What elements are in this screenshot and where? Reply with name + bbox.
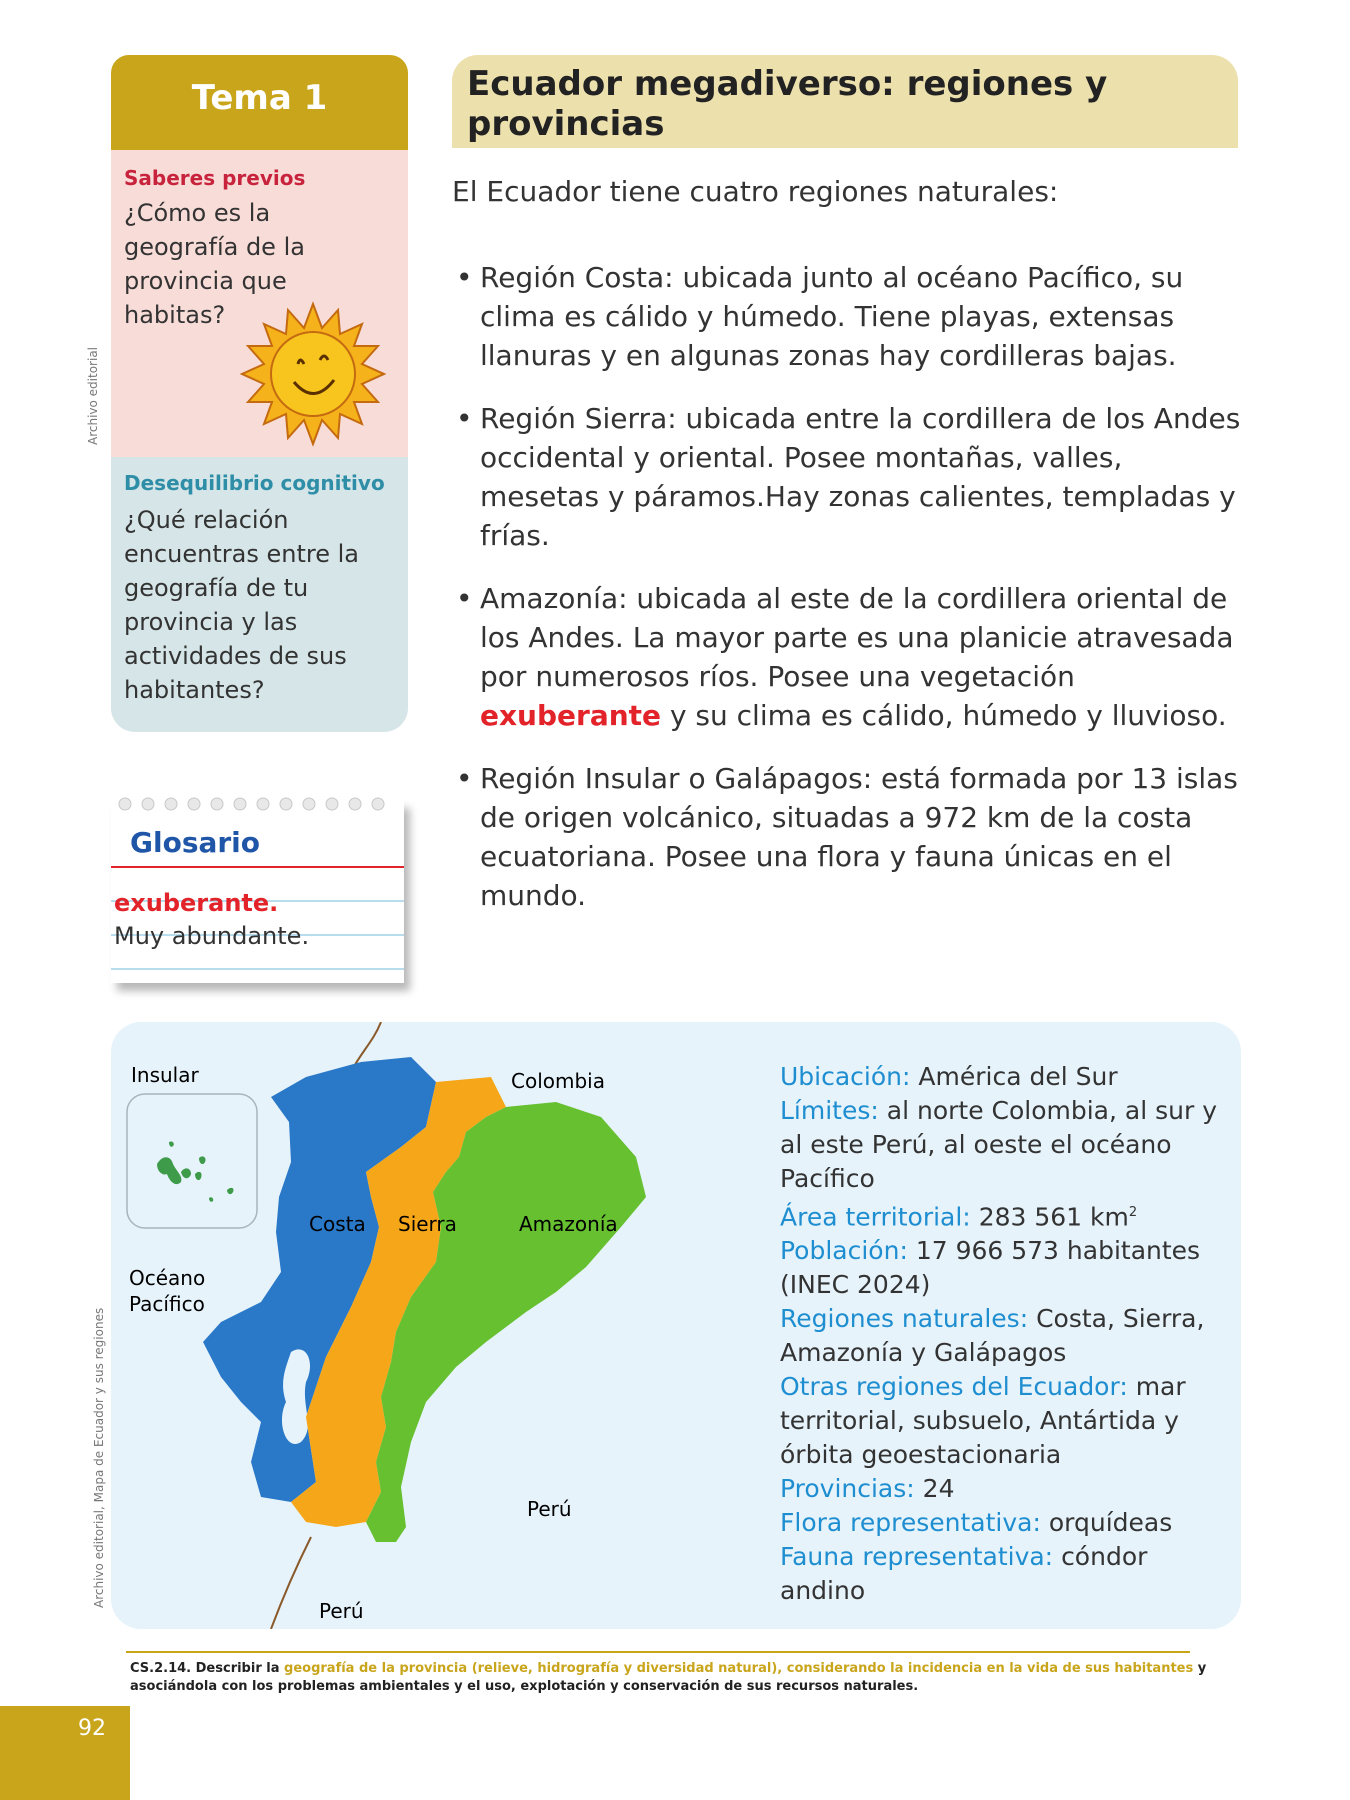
footnote-text: Describir la: [195, 1661, 280, 1676]
info-limites: [780, 1094, 1220, 1196]
list-item-insular: [452, 759, 1242, 915]
bullet-text: Región Insular o Galápagos: está formada por 13 islas de origen volcánico, situadas a 972 km de la costa ecuatoriana. Posee una flora y fauna únicas en el mundo.: [480, 762, 1238, 912]
info-value: cóndor andino: [780, 1542, 1148, 1606]
sierra-label: Sierra: [398, 1212, 457, 1236]
bullet-icon: •: [456, 261, 473, 294]
info-value: orquídeas: [1048, 1508, 1173, 1538]
bullet-text: Amazonía: ubicada al este de la cordillera oriental de los Andes. La mayor parte es una planicie atravesada por numerosos ríos. Posee una vegetación: [480, 582, 1234, 693]
saberes-previos-heading: Saberes previos: [124, 166, 306, 190]
info-superscript: 2: [1128, 1205, 1138, 1220]
list-item-costa: [452, 258, 1242, 375]
saberes-previos-question: ¿Cómo es la geografía de la provincia que habitas?: [124, 199, 305, 329]
bullet-text: y su clima es cálido, húmedo y lluvioso.: [669, 699, 1227, 732]
page-number: 92: [78, 1716, 106, 1741]
peru-south-label: Perú: [319, 1599, 364, 1623]
info-otras-regiones: [780, 1370, 1220, 1472]
info-value: Costa, Sierra, Amazonía y Galápagos: [780, 1304, 1205, 1368]
info-poblacion: [780, 1234, 1220, 1302]
info-value: América del Sur: [918, 1062, 1118, 1091]
glossary-definition: Muy abundante.: [114, 922, 310, 950]
bullet-text: Región Sierra: ubicada entre la cordillera de los Andes occidental y oriental. Posee montañas, valles, mesetas y páramos.Hay zonas calientes, templadas y frías.: [480, 402, 1241, 552]
footnote-highlight: ),: [771, 1661, 783, 1676]
info-key: Límites:: [780, 1096, 879, 1125]
desequilibrio-heading: Desequilibrio cognitivo: [124, 471, 385, 495]
info-key: Fauna representativa:: [780, 1542, 1054, 1572]
page-number-box: [0, 1706, 130, 1800]
map-credit: Archivo editorial, Mapa de Ecuador y sus regiones: [92, 1307, 106, 1608]
info-provincias: [780, 1472, 1220, 1506]
list-item-sierra: [452, 399, 1242, 555]
footnote-text: y asociándola con los problemas ambientales y el uso, explotación y conservación de sus recursos naturales.: [130, 1661, 1207, 1694]
sun-illustration: [238, 298, 388, 448]
glossary-term: exuberante.: [114, 889, 279, 917]
info-ubicacion: [780, 1060, 1220, 1094]
info-fauna: [780, 1540, 1220, 1608]
info-flora: [780, 1506, 1220, 1540]
info-key: Otras regiones del Ecuador:: [780, 1372, 1128, 1402]
footnote-highlight: relieve, hidrografía y diversidad natural: [477, 1661, 772, 1676]
info-key: Flora representativa:: [780, 1508, 1041, 1538]
regions-list: [452, 258, 1242, 939]
amazonia-label: Amazonía: [519, 1212, 618, 1236]
highlight-term: exuberante: [480, 699, 662, 732]
footnote-highlight: geografía de la provincia: [284, 1661, 468, 1676]
tema-label: Tema 1: [191, 78, 328, 118]
bullet-icon: •: [456, 762, 473, 795]
galapagos-inset: [127, 1094, 257, 1228]
insular-label: Insular: [131, 1063, 199, 1087]
footnote-highlight: considerando la incidencia en la vida de sus habitantes: [786, 1661, 1194, 1676]
glossary-title: Glosario: [130, 826, 261, 859]
oceano-label-line1: Océano: [129, 1266, 206, 1290]
info-key: Regiones naturales:: [780, 1304, 1029, 1334]
footnote-highlight: (: [471, 1661, 478, 1676]
info-value: mar territorial, subsuelo, Antártida y órbita geoestacionaria: [780, 1372, 1186, 1470]
bullet-text: Región Costa: ubicada junto al océano Pacífico, su clima es cálido y húmedo. Tiene playas, extensas llanuras y en algunas zonas hay cordilleras bajas.: [480, 261, 1184, 372]
border-line-south: [271, 1537, 311, 1629]
list-item-amazonia: [452, 579, 1242, 735]
info-value: al norte Colombia, al sur y al este Perú, al oeste el océano Pacífico: [780, 1096, 1218, 1193]
country-info: [780, 1060, 1220, 1608]
info-value: 17 966 573 habitantes (INEC 2024): [780, 1236, 1201, 1300]
skill-code: CS.2.14.: [130, 1661, 192, 1676]
curriculum-footnote: [130, 1660, 1210, 1696]
info-key: Ubicación:: [780, 1062, 911, 1091]
costa-label: Costa: [309, 1212, 366, 1236]
ecuador-map: [111, 1022, 771, 1629]
photo-credit: Archivo editorial: [86, 346, 100, 445]
info-value: 24: [922, 1474, 955, 1504]
info-area: [780, 1196, 1220, 1234]
peru-east-label: Perú: [527, 1497, 572, 1521]
info-regiones: [780, 1302, 1220, 1370]
bullet-icon: •: [456, 582, 473, 615]
info-value: 283 561 km: [978, 1202, 1129, 1232]
info-key: Población:: [780, 1236, 908, 1266]
bullet-icon: •: [456, 402, 473, 435]
info-key: Provincias:: [780, 1474, 915, 1504]
page-title: Ecuador megadiverso: regiones y provincias: [467, 64, 1108, 144]
footer-rule: [126, 1651, 1190, 1653]
intro-text: El Ecuador tiene cuatro regiones naturales:: [452, 175, 1059, 208]
info-key: Área territorial:: [780, 1202, 971, 1232]
desequilibrio-question: ¿Qué relación encuentras entre la geografía de tu provincia y las actividades de sus habitantes?: [124, 506, 359, 704]
colombia-label: Colombia: [511, 1069, 605, 1093]
oceano-label-line2: Pacífico: [129, 1292, 205, 1316]
